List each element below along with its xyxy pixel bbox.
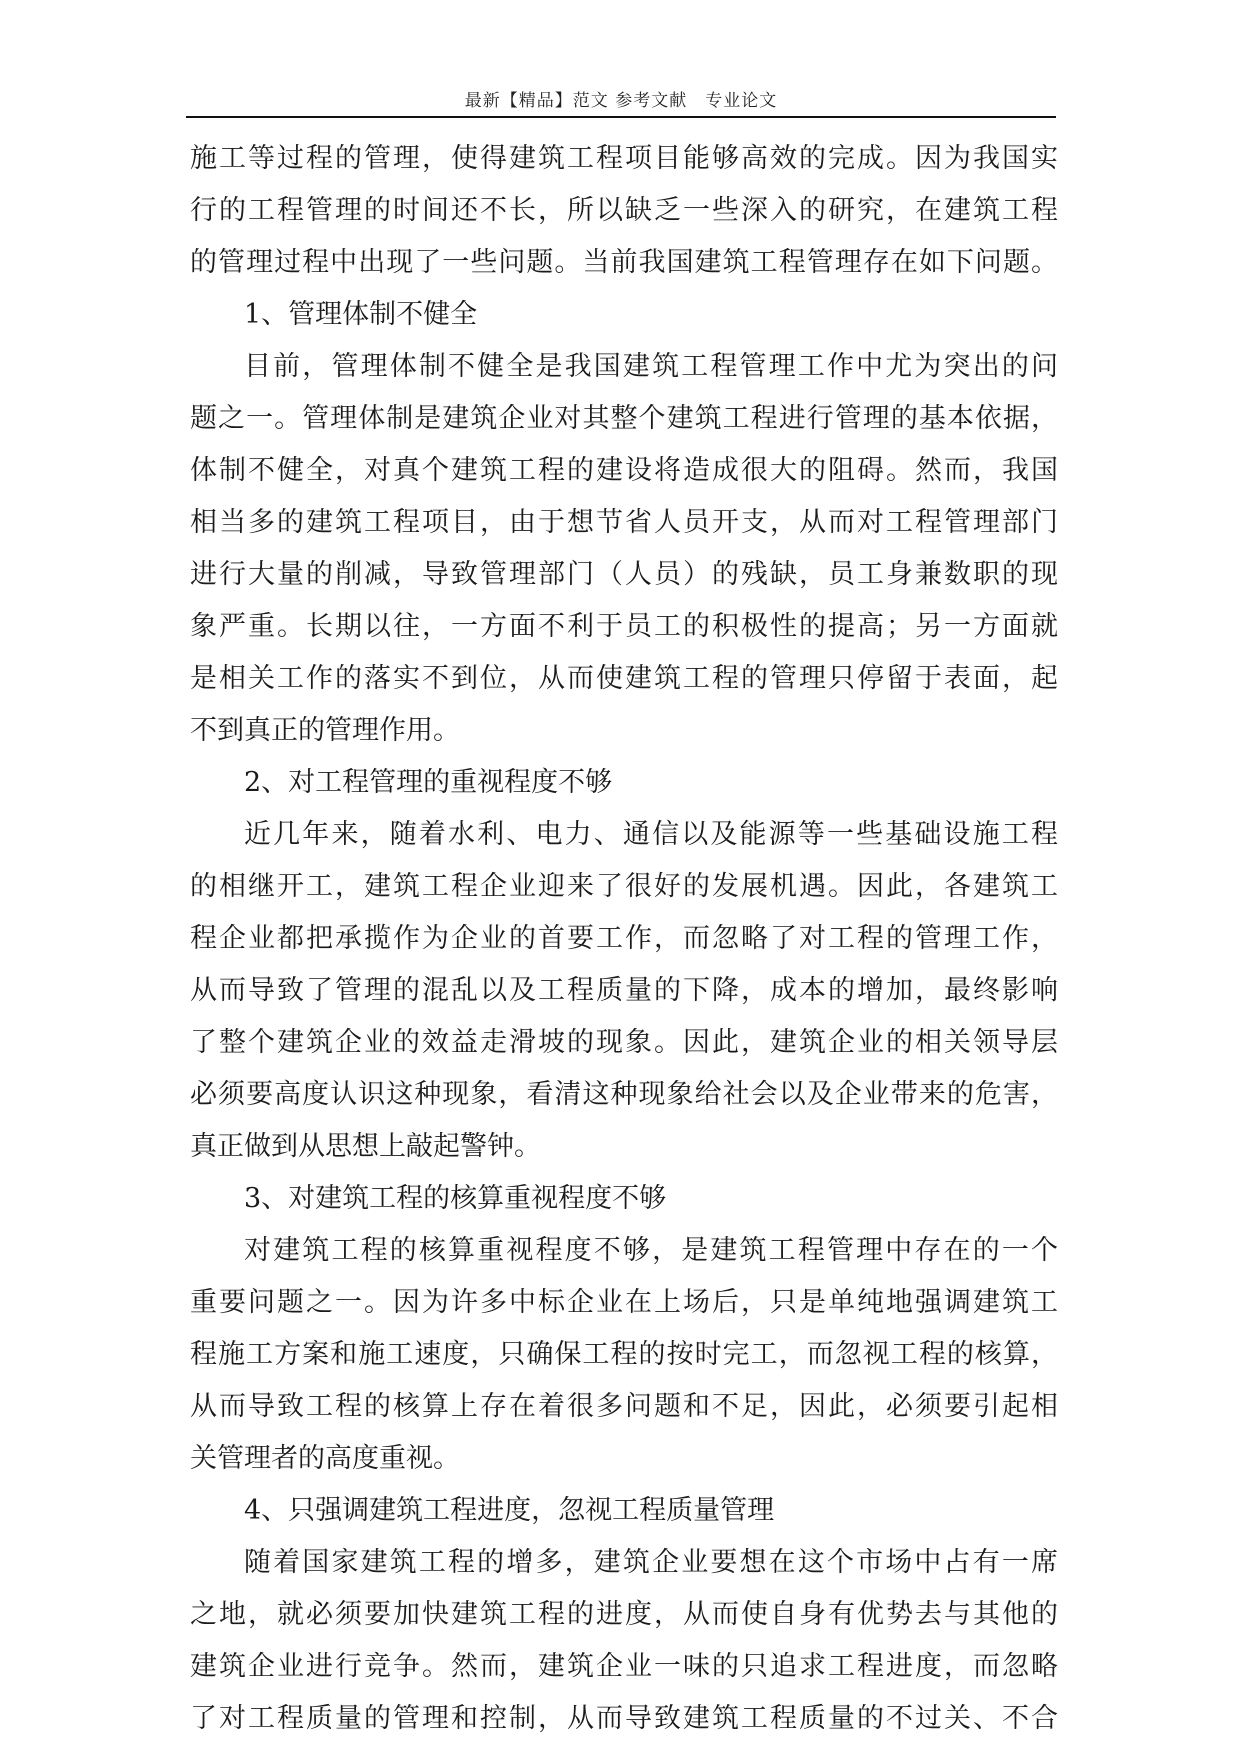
paragraph-first-line: 近几年来，随着水利、电力、通信以及能源等一些基础设施工程: [244, 819, 1058, 850]
paragraph-line: 必须要高度认识这种现象，看清这种现象给社会以及企业带来的危害，: [190, 1079, 1058, 1110]
paragraph-line: 了整个建筑企业的效益走滑坡的现象。因此，建筑企业的相关领导层: [190, 1027, 1058, 1058]
paragraph-line: 程企业都把承揽作为企业的首要工作，而忽略了对工程的管理工作，: [190, 923, 1058, 954]
paragraph-line: 行的工程管理的时间还不长，所以缺乏一些深入的研究，在建筑工程: [190, 195, 1058, 226]
section-heading: 4、只强调建筑工程进度，忽视工程质量管理: [244, 1495, 775, 1526]
paragraph-first-line: 随着国家建筑工程的增多，建筑企业要想在这个市场中占有一席: [244, 1547, 1058, 1578]
paragraph-last-line: 不到真正的管理作用。: [190, 715, 460, 746]
paragraph-line: 的管理过程中出现了一些问题。当前我国建筑工程管理存在如下问题。: [190, 247, 1058, 278]
paragraph-line: 施工等过程的管理，使得建筑工程项目能够高效的完成。因为我国实: [190, 143, 1058, 174]
paragraph-line: 了对工程质量的管理和控制，从而导致建筑工程质量的不过关、不合: [190, 1703, 1058, 1734]
paragraph-first-line: 目前，管理体制不健全是我国建筑工程管理工作中尤为突出的问: [244, 351, 1058, 382]
document-body: [190, 133, 1058, 1745]
section-heading: 3、对建筑工程的核算重视程度不够: [244, 1183, 667, 1214]
paragraph-line: 的相继开工，建筑工程企业迎来了很好的发展机遇。因此，各建筑工: [190, 871, 1058, 902]
paragraph-line: 进行大量的削减，导致管理部门（人员）的残缺，员工身兼数职的现: [190, 559, 1058, 590]
paragraph-first-line: 对建筑工程的核算重视程度不够，是建筑工程管理中存在的一个: [244, 1235, 1058, 1266]
paragraph-line: 题之一。管理体制是建筑企业对其整个建筑工程进行管理的基本依据，: [190, 403, 1058, 434]
paragraph-line: 象严重。长期以往，一方面不利于员工的积极性的提高；另一方面就: [190, 611, 1058, 642]
page-header: 最新【精品】范文 参考文献 专业论文: [464, 91, 778, 111]
paragraph-last-line: 真正做到从思想上敲起警钟。: [190, 1131, 541, 1162]
paragraph-line: 体制不健全，对真个建筑工程的建设将造成很大的阻碍。然而，我国: [190, 455, 1058, 486]
section-heading: 1、管理体制不健全: [244, 299, 478, 330]
paragraph-line: 相当多的建筑工程项目，由于想节省人员开支，从而对工程管理部门: [190, 507, 1058, 538]
header-divider: [186, 116, 1056, 118]
paragraph-line: 重要问题之一。因为许多中标企业在上场后，只是单纯地强调建筑工: [190, 1287, 1058, 1318]
paragraph-line: 从而导致工程的核算上存在着很多问题和不足，因此，必须要引起相: [190, 1391, 1058, 1422]
section-heading: 2、对工程管理的重视程度不够: [244, 767, 613, 798]
paragraph-line: 从而导致了管理的混乱以及工程质量的下降，成本的增加，最终影响: [190, 975, 1058, 1006]
paragraph-last-line: 关管理者的高度重视。: [190, 1443, 460, 1474]
paragraph-line: 是相关工作的落实不到位，从而使建筑工程的管理只停留于表面，起: [190, 663, 1058, 694]
paragraph-line: 建筑企业进行竞争。然而，建筑企业一味的只追求工程进度，而忽略: [190, 1651, 1058, 1682]
paragraph-line: 之地，就必须要加快建筑工程的进度，从而使自身有优势去与其他的: [190, 1599, 1058, 1630]
paragraph-line: 程施工方案和施工速度，只确保工程的按时完工，而忽视工程的核算，: [190, 1339, 1058, 1370]
